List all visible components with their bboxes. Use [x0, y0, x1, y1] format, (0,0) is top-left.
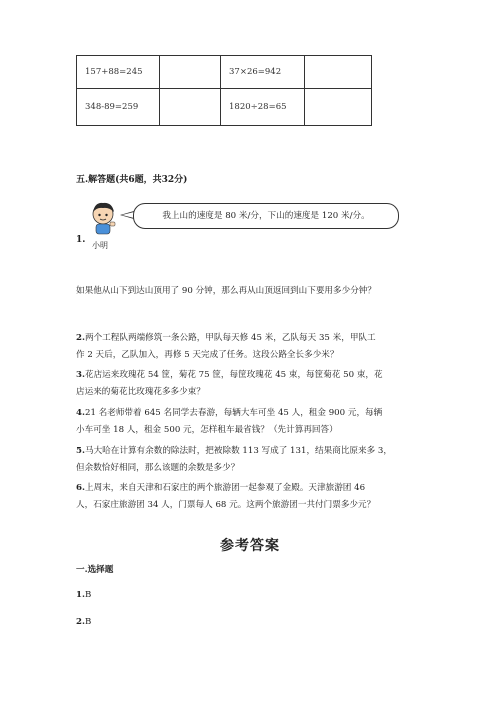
table-cell-equation: 157+88=245 [77, 56, 160, 89]
question-line: 人，石家庄旅游团 34 人，门票每人 68 元。这两个旅游团一共付门票多少元？ [76, 500, 376, 510]
question-line: 两个工程队两端修筑一条公路，甲队每天修 45 米，乙队每天 35 米，甲队工 [84, 333, 376, 343]
table-cell-equation: 1820÷28=65 [221, 89, 305, 126]
question-text: 如果他从山下到达山顶用了 90 分钟，那么再从山顶返回到山下要用多少分钟？ [76, 286, 376, 296]
table-cell-blank [159, 56, 220, 89]
question-line: 作 2 天后，乙队加入，再修 5 天完成了任务。这段公路全长多少米？ [76, 350, 339, 360]
table-row [77, 56, 372, 89]
question-line: 店运来的菊花比玫瑰花多多少束？ [76, 387, 205, 397]
question-3 [76, 367, 426, 401]
question-number: 1. [76, 235, 86, 245]
answers-section-title: 一.选择题 [76, 565, 114, 575]
question-line: 花店运来玫瑰花 54 筐，菊花 75 筐，每筐玫瑰花 45 束，每筐菊花 50 束，花 [84, 370, 383, 380]
question-5 [76, 443, 426, 477]
answer-value: B [84, 617, 92, 627]
question-4 [76, 405, 426, 439]
table-cell-blank [305, 89, 372, 126]
question-number: 4. [76, 408, 85, 418]
calc-table [76, 55, 372, 126]
table-cell-blank [159, 89, 220, 126]
table-row [77, 89, 372, 126]
question-line: 上周末，来自天津和石家庄的两个旅游团一起参观了金殿。天津旅游团 46 [84, 483, 366, 493]
table-cell-blank [305, 56, 372, 89]
table-cell-equation: 37×26=942 [221, 56, 305, 89]
speech-bubble: 我上山的速度是 80 米/分，下山的速度是 120 米/分。 [133, 203, 399, 229]
question-number: 5. [76, 446, 85, 456]
question-6 [76, 480, 426, 514]
section-title: 五.解答题(共6题，共32分) [76, 175, 188, 185]
answer-number: 2. [76, 617, 85, 627]
question-2 [76, 330, 426, 364]
question-line: 但余数恰好相同，那么该题的余数是多少？ [76, 463, 240, 473]
question-line: 马大哈在计算有余数的除法时，把被除数 113 写成了 131，结果商比原来多 3， [84, 446, 392, 456]
question-number: 2. [76, 333, 85, 343]
question-number: 6. [76, 483, 85, 493]
answer-item [76, 590, 91, 600]
name-label: 小明 [92, 241, 108, 250]
answer-value: B [84, 590, 92, 600]
answer-number: 1. [76, 590, 85, 600]
answers-title: 参考答案 [220, 538, 280, 554]
answer-item [76, 617, 91, 627]
question-number: 3. [76, 370, 85, 380]
question-line: 21 名老师带着 645 名同学去春游，每辆大车可坐 45 人，租金 900 元，每辆 [84, 408, 383, 418]
question-line: 小车可坐 18 人，租金 500 元，怎样租车最省钱？（先计算再回答） [76, 425, 338, 435]
table-cell-equation: 348-89=259 [77, 89, 160, 126]
